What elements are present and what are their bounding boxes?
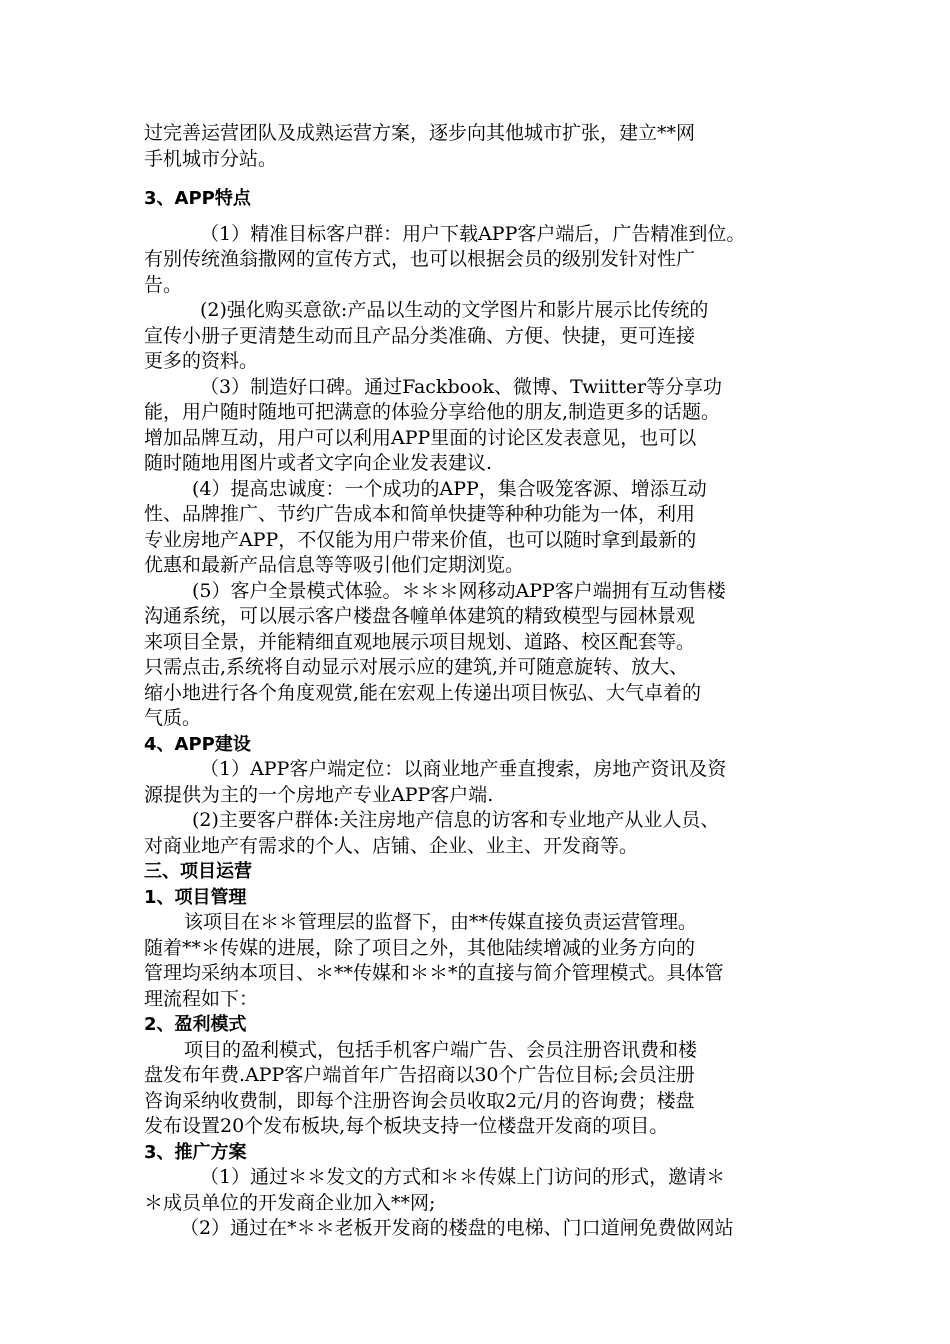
text-line: 只需点击,系统将自动显示对展示应的建筑,并可随意旋转、放大、 [144, 656, 689, 678]
promotion-paragraph-2 [144, 1216, 810, 1242]
subheading-project-management: 1、项目管理 [144, 886, 247, 908]
text-line: (2)强化购买意欲:产品以生动的文学图片和影片展示比传统的 [200, 299, 709, 321]
text-line: 沟通系统，可以展示客户楼盘各幢单体建筑的精致模型与园林景观 [144, 605, 696, 627]
text-line: 发布设置20个发布板块,每个板块支持一位楼盘开发商的项目。 [144, 1115, 669, 1137]
construction-paragraph-2 [144, 808, 810, 859]
section-heading-app-construction: 4、APP建设 [144, 733, 251, 755]
text-line: 盘发布年费.APP客户端首年广告招商以30个广告位目标;会员注册 [144, 1064, 695, 1086]
intro-paragraph [144, 121, 810, 172]
text-line: 该项目在＊＊管理层的监督下，由**传媒直接负责运营管理。 [184, 911, 698, 933]
section-heading-app-features: 3、APP特点 [144, 188, 251, 209]
text-line: 告。 [144, 273, 183, 296]
text-line: 性、品牌推广、节约广告成本和简单快捷等种种功能为一体，利用 [144, 503, 696, 525]
feature-paragraph-5 [144, 579, 810, 732]
text-line: (5）客户全景模式体验。＊＊＊网移动APP客户端拥有互动售楼 [192, 579, 726, 602]
text-line: ＊成员单位的开发商企业加入**网; [144, 1191, 436, 1214]
subheading-promotion-plan: 3、推广方案 [144, 1141, 247, 1163]
text-line: （1）精准目标客户群：用户下载APP客户端后，广告精准到位。 [200, 222, 746, 245]
construction-paragraph-1 [144, 757, 810, 808]
text-line: 缩小地进行各个角度观赏,能在宏观上传递出项目恢弘、大气卓着的 [144, 681, 702, 704]
text-line: 咨询采纳收费制，即每个注册咨询会员收取2元/月的咨询费；楼盘 [144, 1089, 695, 1112]
text-line: (4）提高忠诚度：一个成功的APP，集合吸笼客源、增添互动 [192, 477, 707, 500]
text-line: 宣传小册子更清楚生动而且产品分类准确、方便、快捷，更可连接 [144, 324, 696, 347]
text-line: 能，用户随时随地可把满意的体验分享给他的朋友,制造更多的话题。 [144, 401, 721, 423]
text-line: 手机城市分站。 [144, 147, 278, 170]
feature-paragraph-4 [144, 477, 810, 579]
text-line: 气质。 [144, 707, 202, 729]
text-line: 过完善运营团队及成熟运营方案，逐步向其他城市扩张，建立**网 [144, 122, 696, 144]
subheading-profit-model: 2、盈利模式 [144, 1014, 247, 1035]
text-line: 随时随地用图片或者文字向企业发表建议. [144, 452, 493, 474]
text-line: 来项目全景，并能精细直观地展示项目规划、道路、校区配套等。 [144, 630, 696, 653]
management-paragraph [144, 910, 810, 1012]
promotion-paragraph-1 [144, 1165, 810, 1216]
document-page [144, 121, 810, 1242]
feature-paragraph-1 [144, 222, 810, 299]
text-line: 项目的盈利模式，包括手机客户端广告、会员注册咨讯费和楼 [184, 1038, 698, 1061]
text-line: （1）通过＊＊发文的方式和＊＊传媒上门访问的形式，邀请＊ [200, 1166, 726, 1188]
text-line: 有别传统渔翁撒网的宣传方式，也可以根据会员的级别发针对性广 [144, 248, 696, 270]
text-line: 更多的资料。 [144, 350, 259, 372]
text-line: （3）制造好口碑。通过Fackbook、微博、Twiitter等分享功 [200, 375, 723, 398]
text-line: (2)主要客户群体:关注房地产信息的访客和专业地产从业人员、 [192, 809, 720, 831]
feature-paragraph-3 [144, 375, 810, 477]
text-line: 专业房地产APP，不仅能为用户带来价值，也可以随时拿到最新的 [144, 528, 697, 551]
feature-paragraph-2 [144, 298, 810, 375]
part-heading-project-operation: 三、项目运营 [144, 861, 252, 882]
text-line: 源提供为主的一个房地产专业APP客户端. [144, 783, 494, 806]
text-line: 优惠和最新产品信息等等吸引他们定期浏览。 [144, 554, 525, 576]
text-line: （1）APP客户端定位：以商业地产垂直搜索，房地产资讯及资 [200, 758, 727, 780]
text-line: （2）通过在*＊＊老板开发商的楼盘的电梯、门口道闸免费做网站 [180, 1217, 734, 1239]
text-line: 管理均采纳本项目、＊**传媒和＊＊*的直接与简介管理模式。具体管 [144, 962, 724, 984]
text-line: 随着**＊传媒的进展，除了项目之外，其他陆续增减的业务方向的 [144, 936, 696, 959]
text-line: 理流程如下： [144, 987, 259, 1010]
text-line: 对商业地产有需求的个人、店铺、企业、业主、开发商等。 [144, 834, 639, 857]
profit-paragraph [144, 1038, 810, 1140]
text-line: 增加品牌互动，用户可以利用APP里面的讨论区发表意见，也可以 [144, 426, 697, 449]
